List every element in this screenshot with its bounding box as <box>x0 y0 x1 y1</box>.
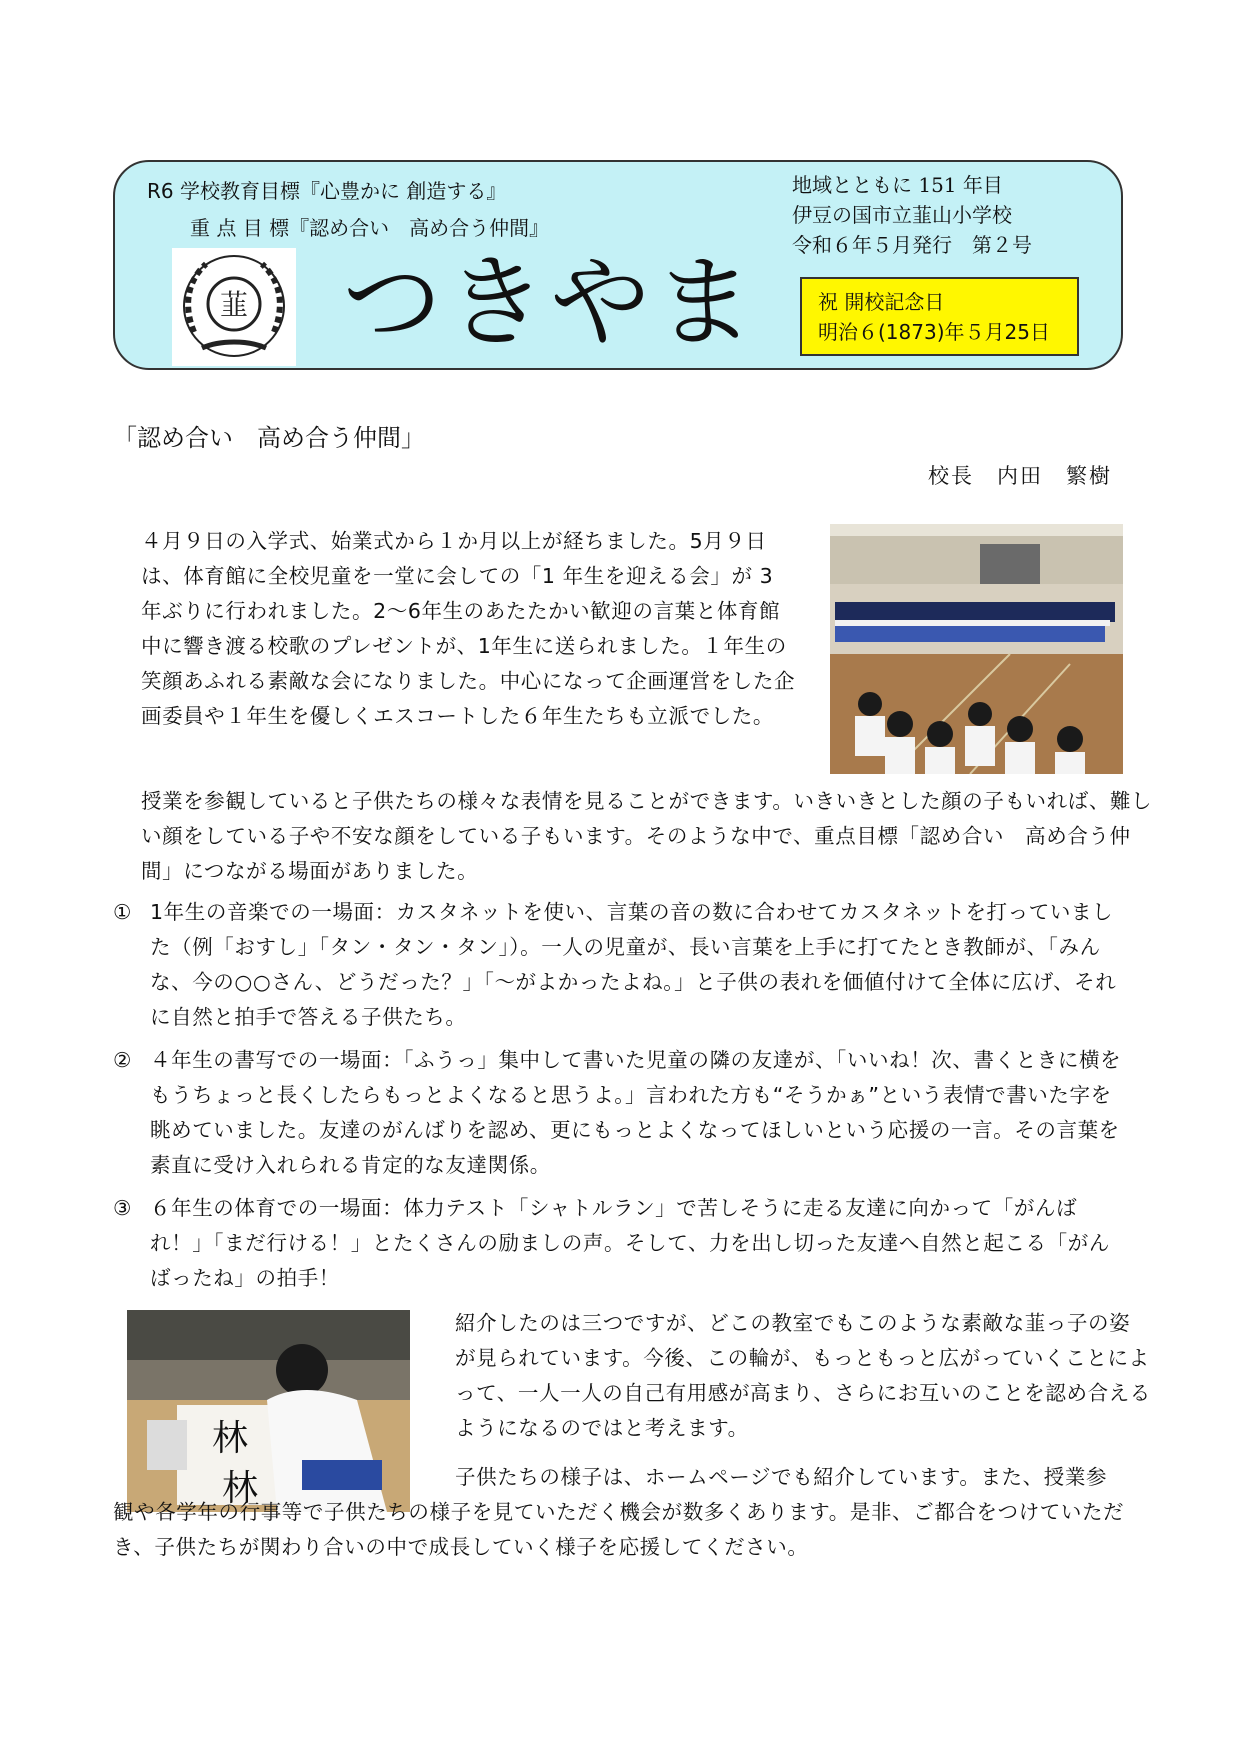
paragraph-intro: ４月９日の入学式、始業式から１か月以上が経ちました。5月９日は、体育館に全校児童を一堂に会しての「1 年生を迎える会」が 3 年ぶりに行われました。2～6年生のあたたかい歓迎の言葉と体育館中に響き渡る校歌のプレゼントが、1年生に送られました。１年生の笑顔あふれる素敵な会になりました。中心になって企画運営をした企画委員や１年生を優しくエスコートした６年生たちも立派でした。 <box>141 529 796 728</box>
item-text: ６年生の体育での一場面：体力テスト「シャトルラン」で苦しそうに走る友達に向かって「がんばれ！」「まだ行ける！」とたくさんの励ましの声。そして、力を出し切った友達へ自然と起こる「がんばったね」の拍手！ <box>150 1196 1110 1290</box>
paragraph-summary: 紹介したのは三つですが、どこの教室でもこのような素敵な韮っ子の姿が見られています。今後、この輪が、もっともっと広がっていくことによって、一人一人の自己有用感が高まり、さらにお互いのことを認め合えるようになるのではと考えます。 <box>455 1311 1151 1440</box>
priority-goal: 重 点 目 標『認め合い 高め合う仲間』 <box>190 216 550 240</box>
school-info <box>792 170 1032 260</box>
item-text: ４年生の書写での一場面：「ふうっ」集中して書いた児童の隣の友達が、「いいね！次、書くときに横をもうちょっと長くしたらもっとよくなると思うよ。」言われた方も“そうかぁ”という表情で書いた字を眺めていました。友達のがんばりを認め、更にもっとよくなってほしいという応援の一言。その言葉を素直に受け入れられる肯定的な友達関係。 <box>150 1048 1122 1177</box>
assembly-photo <box>830 524 1123 774</box>
anniversary-label: 祝 開校記念日 <box>818 290 945 314</box>
item-text: 1年生の音楽での一場面：カスタネットを使い、言葉の音の数に合わせてカスタネットを打っていました（例「おすし」「タン・タン・タン」）。一人の児童が、長い言葉を上手に打てたとき教師が、「みんな、今の○○さん、どうだった？」「～がよかったよね。」と子供の表れを価値付けて全体に広げ、それに自然と拍手で答える子供たち。 <box>150 900 1117 1029</box>
school-years-line: 地域とともに 151 年目 <box>792 173 1003 197</box>
item-number: ③ <box>113 1196 132 1220</box>
school-name-line: 伊豆の国市立韮山小学校 <box>792 203 1012 227</box>
article-author: 校長 内田 繁樹 <box>928 464 1112 488</box>
issue-line: 令和６年５月発行 第２号 <box>792 233 1032 257</box>
school-emblem-logo <box>172 248 296 366</box>
article-title: 「認め合い 高め合う仲間」 <box>113 424 425 452</box>
svg-text:韮: 韮 <box>219 288 249 321</box>
item-number: ① <box>113 900 132 924</box>
school-goal: R6 学校教育目標『心豊かに 創造する』 <box>147 179 507 203</box>
paragraph-observation: 授業を参観していると子供たちの様々な表情を見ることができます。いきいきとした顔の子もいれば、難しい顔をしている子や不安な顔をしている子もいます。そのような中で、重点目標「認め合い 高め合う仲間」につながる場面がありました。 <box>141 789 1153 883</box>
list-item <box>113 895 1125 1035</box>
paragraph-closing <box>113 1460 1127 1565</box>
item-number: ② <box>113 1048 132 1072</box>
paragraph-closing-text: 子供たちの様子は、ホームページでも紹介しています。また、授業参観や各学年の行事等で子供たちの様子を見ていただく機会が数多くあります。是非、ご都合をつけていただき、子供たちが関わり合いの中で成長していく様子を応援してください。 <box>113 1465 1125 1559</box>
list-item <box>113 1043 1125 1183</box>
svg-text:林: 林 <box>212 1418 249 1459</box>
newsletter-title: つきやま <box>342 244 758 361</box>
svg-text:林: 林 <box>222 1468 259 1509</box>
anniversary-date: 明治６(1873)年５月25日 <box>818 320 1050 344</box>
list-item <box>113 1191 1125 1296</box>
anniversary-box <box>800 277 1079 356</box>
